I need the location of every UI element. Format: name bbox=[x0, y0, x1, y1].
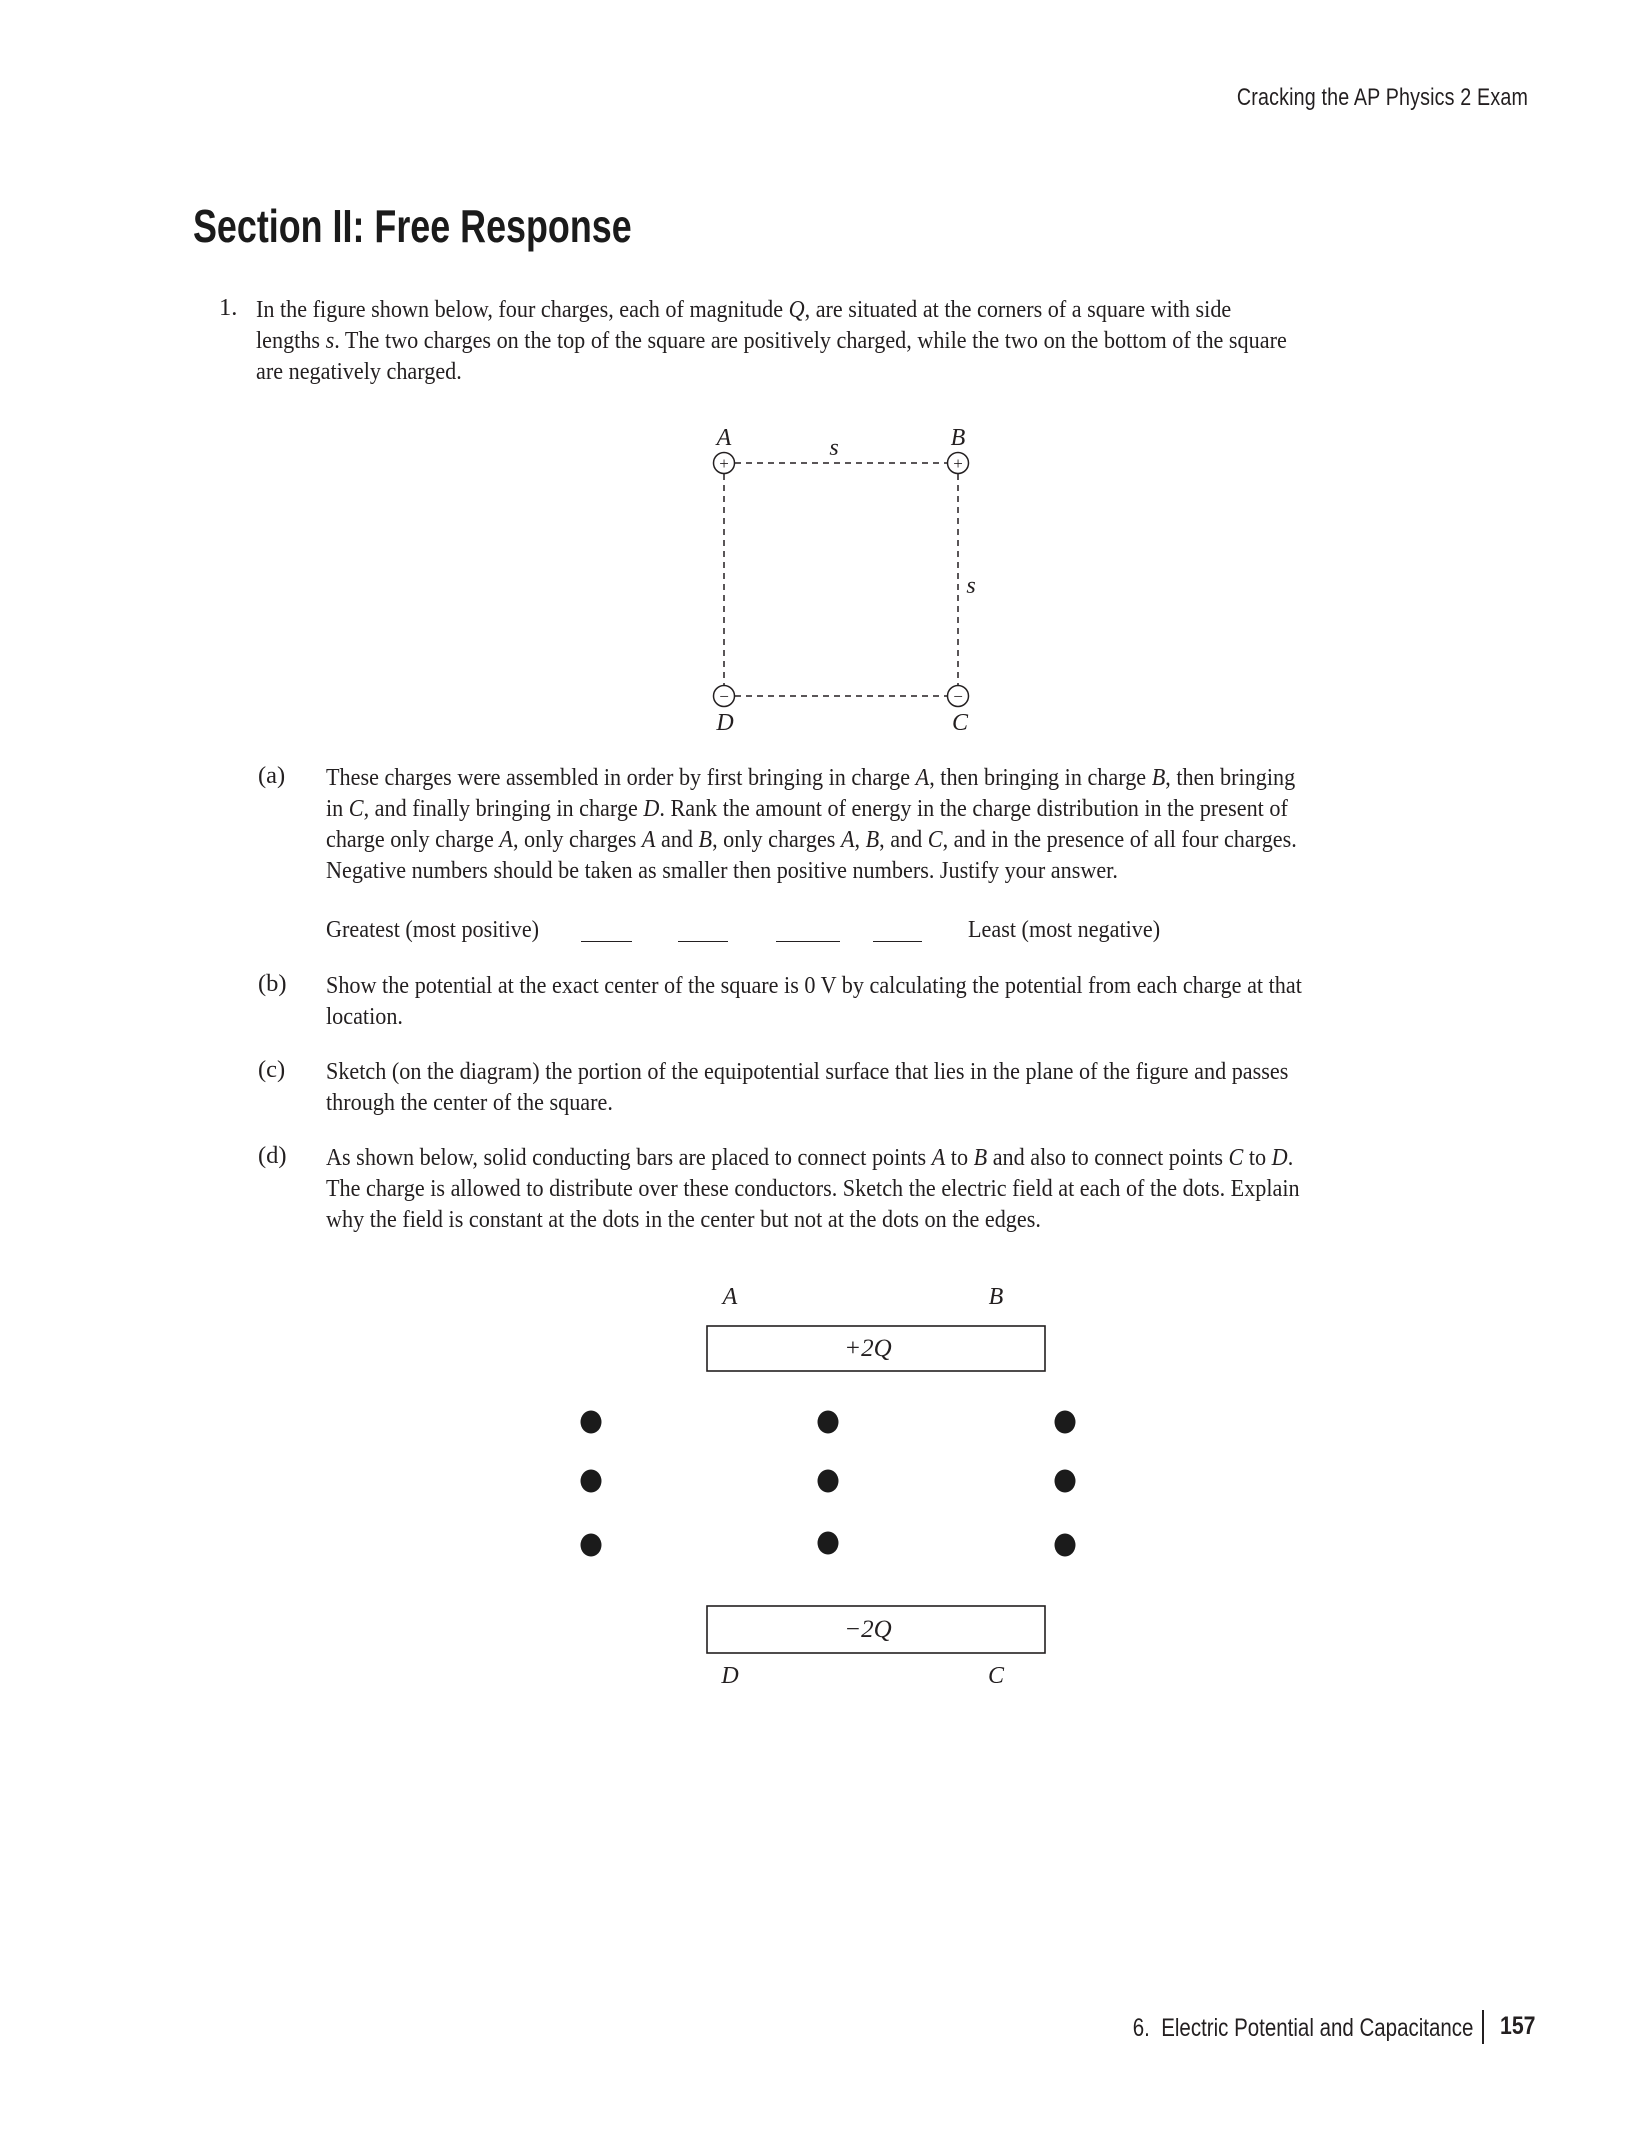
field-dot bbox=[581, 1411, 602, 1434]
negative-bar-charge: −2Q bbox=[844, 1616, 892, 1643]
square-charges-figure bbox=[680, 410, 1000, 740]
text-line: in C, and finally bringing in charge D. Rank the amount of energy in the charge distribution in the present of bbox=[326, 795, 1288, 822]
label-a: A bbox=[716, 425, 732, 451]
question-number: 1. bbox=[219, 294, 238, 321]
italic-variable: C bbox=[1228, 1144, 1244, 1171]
text-line: As shown below, solid conducting bars are placed to connect points A to B and also to connect points C to D. bbox=[326, 1144, 1294, 1171]
italic-variable: D bbox=[1271, 1144, 1288, 1171]
charge-b bbox=[948, 453, 969, 474]
italic-variable: A bbox=[499, 826, 513, 853]
page-number: 157 bbox=[1500, 2012, 1536, 2040]
text-line: lengths s. The two charges on the top of the square are positively charged, while the two on the bottom of the square bbox=[256, 327, 1287, 354]
plus-sign-icon: + bbox=[719, 454, 729, 473]
text-line: through the center of the square. bbox=[326, 1089, 613, 1116]
ranking-least-label: Least (most negative) bbox=[968, 916, 1161, 943]
side-length-top: s bbox=[829, 435, 839, 461]
conducting-bars-figure bbox=[540, 1270, 1100, 1700]
text-line: The charge is allowed to distribute over these conductors. Sketch the electric field at each of the dots. Explain bbox=[326, 1175, 1300, 1202]
text-line: charge only charge A, only charges A and B, only charges A, B, and C, and in the presence of all four charges. bbox=[326, 826, 1297, 853]
text-line: Sketch (on the diagram) the portion of the equipotential surface that lies in the plane of the figure and passes bbox=[326, 1058, 1289, 1085]
part-c-text bbox=[326, 1056, 1288, 1118]
minus-sign-icon: − bbox=[953, 687, 963, 706]
field-dot bbox=[581, 1470, 602, 1493]
ranking-blank-2[interactable] bbox=[678, 941, 728, 942]
italic-variable: B bbox=[865, 826, 880, 853]
label-b: B bbox=[950, 425, 966, 451]
ranking-greatest-label: Greatest (most positive) bbox=[326, 916, 540, 943]
field-dot bbox=[818, 1532, 839, 1555]
bar-label-d: D bbox=[721, 1663, 739, 1689]
bar-label-a: A bbox=[722, 1284, 738, 1310]
italic-variable: C bbox=[927, 826, 943, 853]
text-line: Show the potential at the exact center of the square is 0 V by calculating the potential from each charge at that bbox=[326, 972, 1302, 999]
question-intro bbox=[256, 294, 1287, 387]
plus-sign-icon: + bbox=[953, 454, 963, 473]
part-a-label: (a) bbox=[258, 762, 286, 789]
part-c-label: (c) bbox=[258, 1056, 286, 1083]
square-dashed-outline bbox=[724, 463, 958, 696]
italic-variable: B bbox=[1151, 764, 1166, 791]
minus-sign-icon: − bbox=[719, 687, 729, 706]
field-dot bbox=[818, 1470, 839, 1493]
part-a-text bbox=[326, 762, 1297, 886]
italic-variable: A bbox=[931, 1144, 946, 1171]
bar-label-b: B bbox=[988, 1284, 1004, 1310]
ranking-blank-3[interactable] bbox=[776, 941, 840, 942]
text-line: In the figure shown below, four charges, each of magnitude Q, are situated at the corners of a square with side bbox=[256, 296, 1232, 323]
label-c: C bbox=[951, 710, 969, 736]
italic-variable: A bbox=[641, 826, 656, 853]
text-line: Negative numbers should be taken as smaller then positive numbers. Justify your answer. bbox=[326, 857, 1118, 884]
italic-variable: A bbox=[840, 826, 855, 853]
text-line: location. bbox=[326, 1003, 403, 1030]
bar-label-c: C bbox=[987, 1663, 1005, 1689]
charge-d bbox=[714, 686, 735, 707]
italic-variable: Q bbox=[788, 296, 805, 323]
italic-variable: s bbox=[325, 327, 335, 354]
charge-a bbox=[714, 453, 735, 474]
field-dot bbox=[581, 1534, 602, 1557]
ranking-blank-4[interactable] bbox=[873, 941, 922, 942]
part-b-text bbox=[326, 970, 1302, 1032]
part-d-text bbox=[326, 1142, 1300, 1235]
field-dots-grid bbox=[581, 1411, 1076, 1557]
running-head: Cracking the AP Physics 2 Exam bbox=[1236, 84, 1528, 111]
italic-variable: B bbox=[973, 1144, 988, 1171]
ranking-blank-1[interactable] bbox=[581, 941, 632, 942]
charge-c bbox=[948, 686, 969, 707]
field-dot bbox=[1055, 1411, 1076, 1434]
field-dot bbox=[1055, 1470, 1076, 1493]
text-line: These charges were assembled in order by first bringing in charge A, then bringing in charge B, then bringing bbox=[326, 764, 1296, 791]
part-b-label: (b) bbox=[258, 970, 287, 997]
side-length-right: s bbox=[966, 573, 976, 599]
field-dot bbox=[818, 1411, 839, 1434]
italic-variable: B bbox=[698, 826, 713, 853]
footer-divider bbox=[1482, 2010, 1484, 2044]
text-line: are negatively charged. bbox=[256, 358, 462, 385]
part-d-label: (d) bbox=[258, 1142, 287, 1169]
positive-bar-charge: +2Q bbox=[844, 1335, 892, 1362]
section-title: Section II: Free Response bbox=[193, 200, 632, 252]
chapter-footer: 6. Electric Potential and Capacitance bbox=[1132, 2014, 1474, 2042]
italic-variable: A bbox=[915, 764, 930, 791]
ranking-row bbox=[326, 914, 1226, 945]
italic-variable: D bbox=[643, 795, 660, 822]
italic-variable: C bbox=[348, 795, 364, 822]
field-dot bbox=[1055, 1534, 1076, 1557]
label-d: D bbox=[716, 710, 734, 736]
text-line: why the field is constant at the dots in the center but not at the dots on the edges. bbox=[326, 1206, 1041, 1233]
